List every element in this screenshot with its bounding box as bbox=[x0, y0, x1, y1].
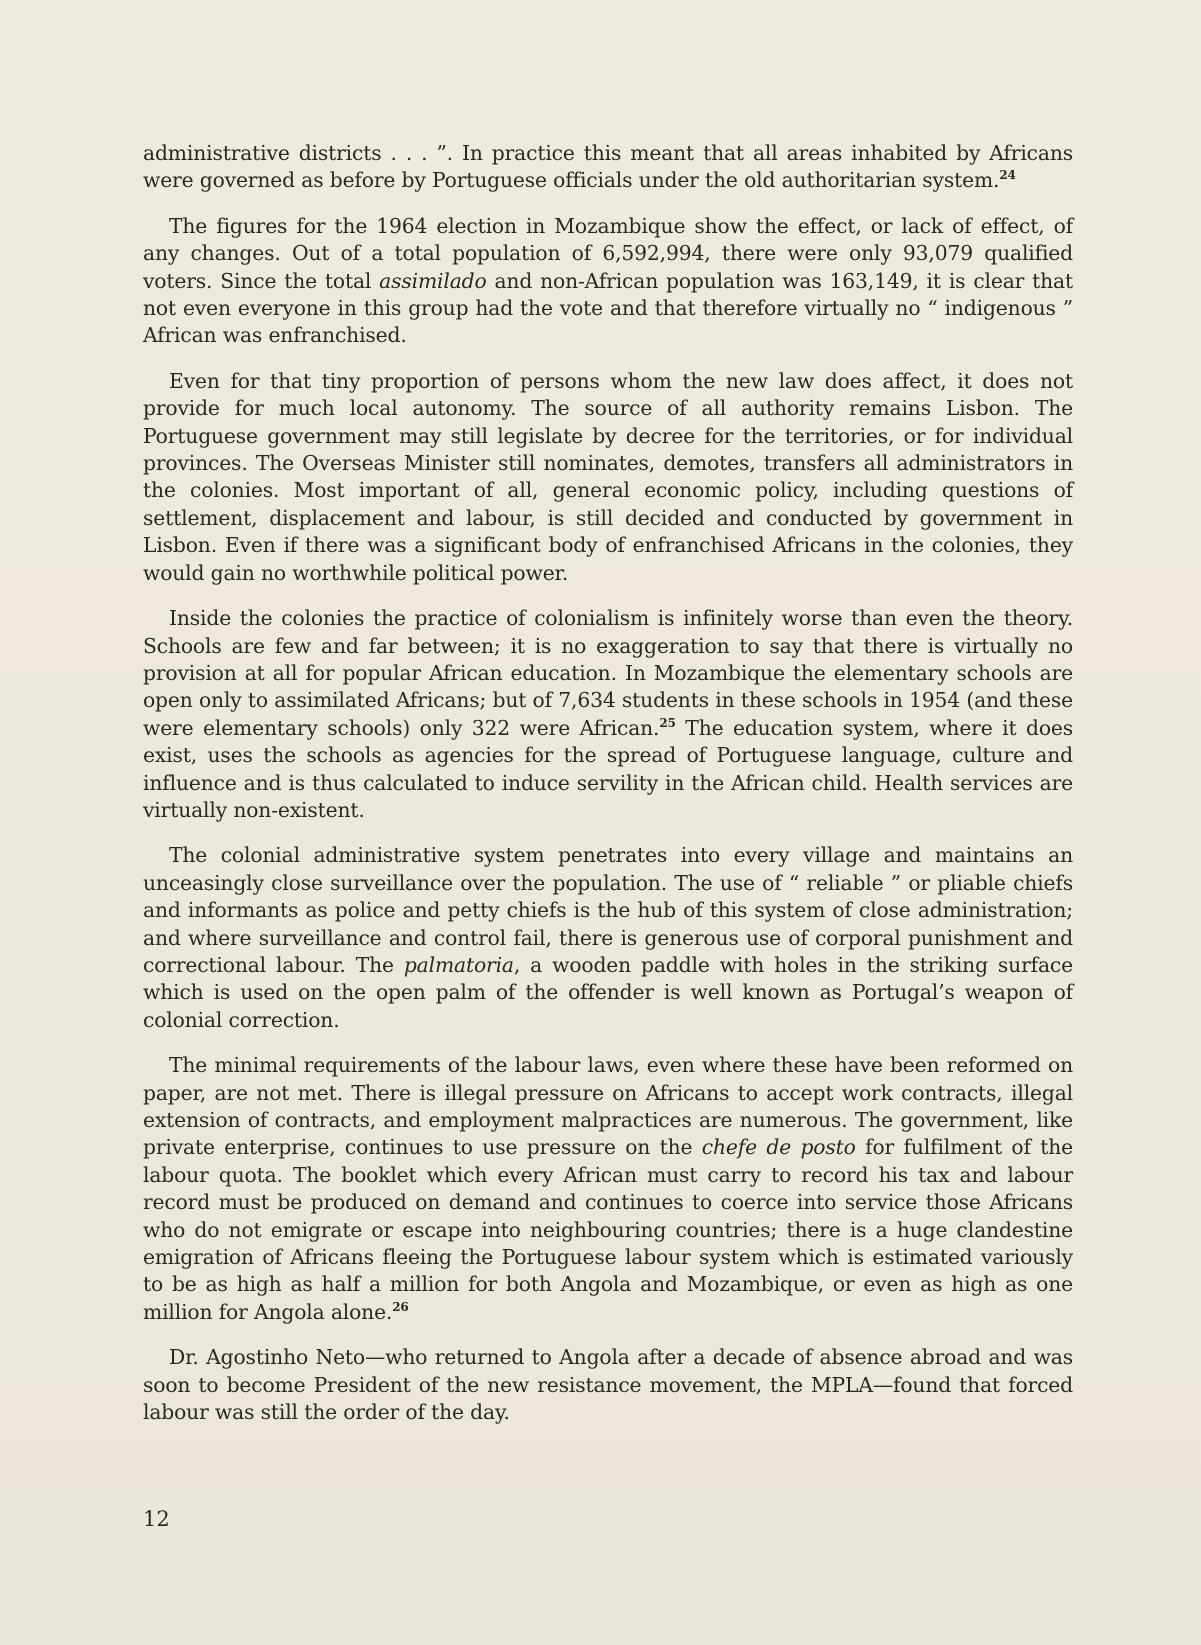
paragraph bbox=[143, 842, 1073, 1034]
body-text bbox=[143, 140, 1073, 1444]
italic-term: assimilado bbox=[379, 268, 487, 293]
text-run: Dr. Agostinho Neto—who returned to Angola after a decade of absence abroad and was soon to become President of the new resistance movement, the MPLA—found that forced labour was still the order of the day. bbox=[143, 1345, 1073, 1425]
paragraph bbox=[143, 213, 1073, 350]
text-run: Inside the colonies the practice of colonialism is infinitely worse than even the theory. Schools are few and far between; it is no exaggeration to say that there is virtually no provision at all for popular African education. In Mozambique the elementary schools are open only to assimilated Africans; but of 7,634 students in these schools in 1954 (and these were elementary schools) only 322 were African. bbox=[143, 606, 1073, 740]
text-run: The figures for the 1964 election in Mozambique show the effect, or lack of effect, of any changes. Out of a total population of 6,592,994, there were only 93,079 qualified voters. Since the total bbox=[143, 213, 1073, 293]
text-run: The education system, where it does exist, uses the schools as agencies for the spread of Portuguese language, culture and influence and is thus calculated to induce servility in the African child. Health services are virtually non-existent. bbox=[143, 715, 1074, 822]
italic-term: chefe de posto bbox=[701, 1135, 856, 1160]
paragraph bbox=[143, 1344, 1073, 1426]
paragraph bbox=[143, 1052, 1073, 1326]
text-run: for fulfilment of the labour quota. The booklet which every African must carry to record his tax and labour record must be produced on demand and continues to coerce into service those Africans who do not emigrate or escape into neighbouring countries; there is a huge clandestine emigration of Africans fleeing the Portuguese labour system which is estimated variously to be as high as half a million for both Angola and Mozambique, or even as high as one million for Angola alone. bbox=[143, 1135, 1073, 1324]
text-run: Even for that tiny proportion of persons whom the new law does affect, it does not provide for much local autonomy. The source of all authority remains Lisbon. The Portuguese government may still legislate by decree for the territories, or for individual provinces. The Overseas Minister still nominates, demotes, transfers all administrators in the colonies. Most important of all, general economic policy, including questions of settlement, displacement and labour, is still decided and conducted by government in Lisbon. Even if there was a significant body of enfranchised Africans in the colonies, they would gain no worthwhile political power. bbox=[143, 368, 1073, 585]
footnote-reference: 26 bbox=[392, 1300, 409, 1315]
text-run: The colonial administrative system penetrates into every village and maintains an unceasingly close surveillance over the population. The use of “ reliable ” or pliable chiefs and informants as police and petty chiefs is the hub of this system of close administration; and where surveillance and control fail, there is generous use of corporal punishment and correctional labour. The bbox=[143, 843, 1073, 977]
paragraph bbox=[143, 140, 1073, 195]
paragraph bbox=[143, 605, 1073, 824]
footnote-reference: 24 bbox=[999, 168, 1016, 183]
page-number: 12 bbox=[143, 1507, 170, 1531]
paragraph bbox=[143, 368, 1073, 587]
text-run: , a wooden paddle with holes in the striking surface which is used on the open palm of the offender is well known as Portugal’s weapon of colonial correction. bbox=[143, 952, 1073, 1032]
italic-term: palmatoria bbox=[403, 952, 514, 977]
footnote-reference: 25 bbox=[659, 715, 676, 730]
text-run: administrative districts . . . ”. In practice this meant that all areas inhabited by Africans were governed as before by Portuguese officials under the old authoritarian system. bbox=[143, 141, 1073, 193]
text-run: The minimal requirements of the labour laws, even where these have been reformed on paper, are not met. There is illegal pressure on Africans to accept work contracts, illegal extension of contracts, and employment malpractices are numerous. The government, like private enterprise, continues to use pressure on the bbox=[143, 1053, 1073, 1160]
text-run: and non-African population was 163,149, it is clear that not even everyone in this group had the vote and that therefore virtually no “ indigenous ” African was enfranchised. bbox=[143, 268, 1073, 348]
